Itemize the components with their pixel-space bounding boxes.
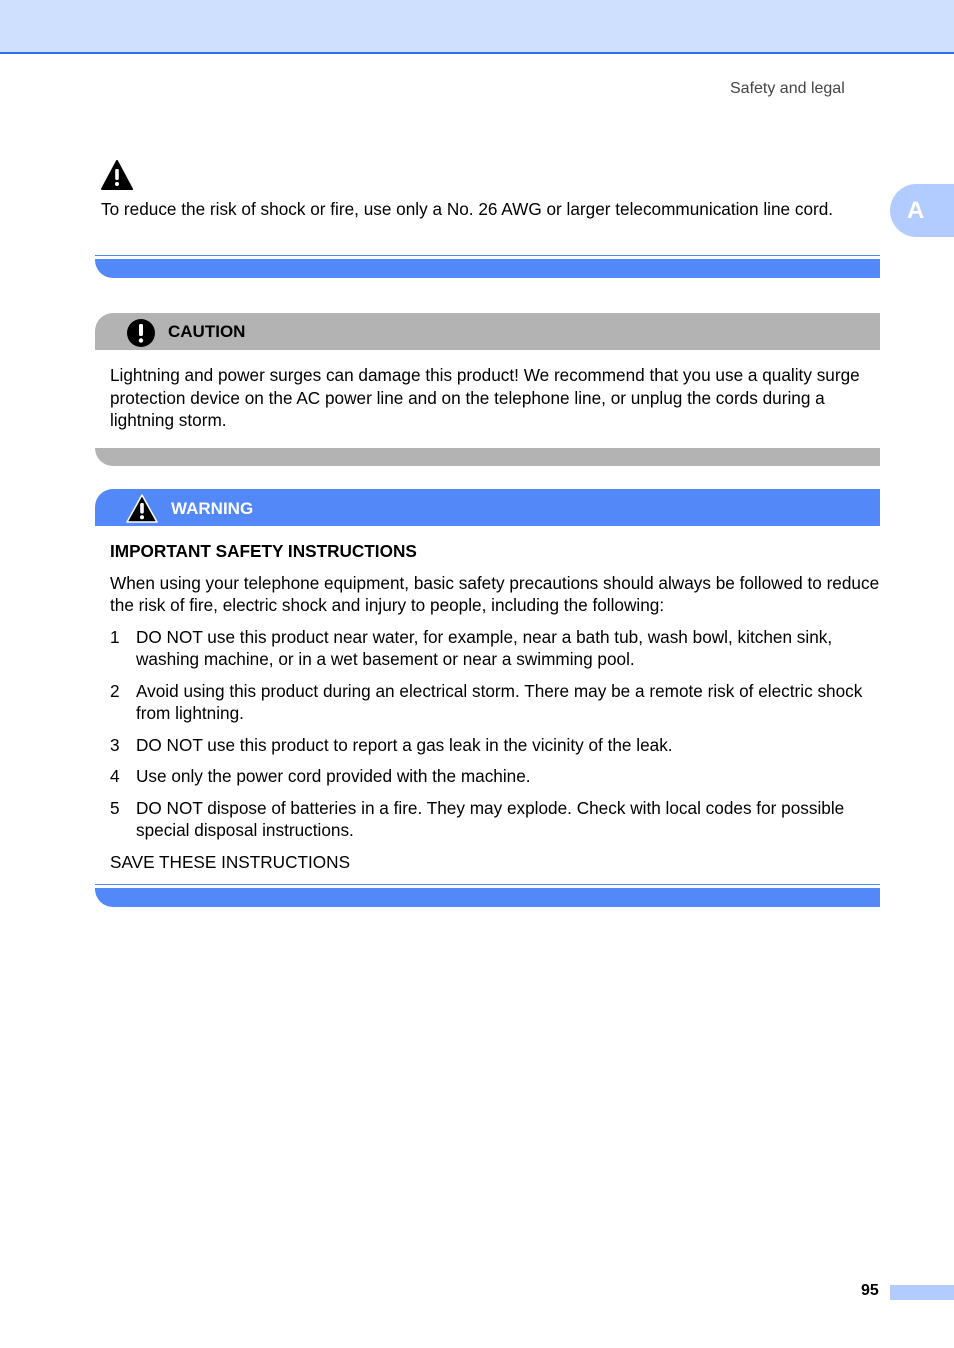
warning-triangle-icon — [125, 493, 159, 524]
list-item-number: 2 — [110, 680, 120, 701]
list-item — [110, 734, 880, 757]
list-item-number: 4 — [110, 766, 120, 786]
warning-header — [95, 489, 880, 526]
save-instructions-text: SAVE THESE INSTRUCTIONS — [110, 851, 351, 872]
page-number-tab — [890, 1285, 954, 1300]
list-item — [110, 626, 880, 671]
list-item — [110, 797, 880, 842]
caution-label: CAUTION — [168, 322, 246, 341]
list-item-number: 3 — [110, 734, 120, 755]
chapter-tab: A — [890, 184, 954, 237]
caution-header — [95, 313, 880, 350]
hazard-note-text: To reduce the risk of shock or fire, use only a No. 26 AWG or larger telecommunication line cord. — [101, 199, 834, 219]
list-item-number: 1 — [110, 626, 120, 647]
section-divider — [95, 888, 880, 907]
list-item-text: Avoid using this product during an electrical storm. There may be a remote risk of electric shock from lightning. — [136, 680, 863, 723]
list-item — [110, 765, 880, 788]
caution-footer-bar — [95, 448, 880, 466]
warning-body — [110, 540, 880, 873]
list-item-text: DO NOT dispose of batteries in a fire. They may explode. Check with local codes for possible special disposal instructions. — [136, 797, 845, 840]
section-title: Safety and legal — [730, 80, 845, 97]
page-number: 95 — [861, 1282, 879, 1299]
warning-label: WARNING — [171, 499, 254, 518]
safety-instructions-list — [110, 626, 880, 842]
caution-text: Lightning and power surges can damage this product! We recommend that you use a quality surge protection device on the AC power line and on the telephone line, or unplug the cords during a lightning storm. — [110, 365, 860, 430]
top-header-band — [0, 0, 954, 54]
warning-title: IMPORTANT SAFETY INSTRUCTIONS — [110, 541, 417, 561]
list-item-text: DO NOT use this product near water, for example, near a bath tub, wash bowl, kitchen sink, washing machine, or in a wet basement or near a swimming pool. — [136, 626, 833, 669]
list-item-number: 5 — [110, 797, 120, 818]
warning-triangle-icon — [100, 159, 134, 191]
list-item-text: Use only the power cord provided with the machine. — [136, 766, 531, 786]
exclamation-circle-icon — [127, 319, 155, 347]
list-item — [110, 680, 880, 725]
section-divider — [95, 259, 880, 278]
warning-intro: When using your telephone equipment, basic safety precautions should always be followed to reduce the risk of fire, electric shock and injury to people, including the following: — [110, 572, 880, 615]
list-item-text: DO NOT use this product to report a gas leak in the vicinity of the leak. — [136, 734, 673, 755]
